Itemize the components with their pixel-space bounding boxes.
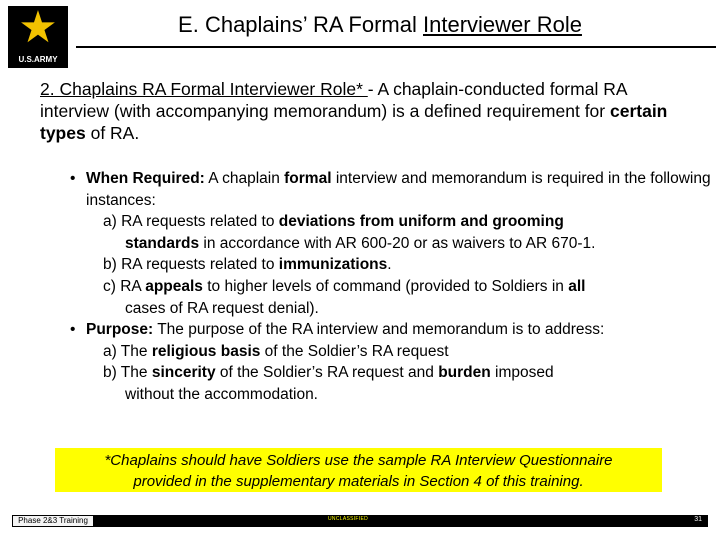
purpose-a-text: a) The [103, 342, 152, 360]
bullet-dot-icon: • [70, 321, 76, 339]
item-a-end: in accordance with AR 600-20 or as waivers to AR 670-1. [199, 234, 596, 252]
slide-title [80, 12, 680, 38]
bullet-when-required [72, 168, 712, 211]
list-item-b [72, 254, 712, 276]
title-underlined: Interviewer Role [423, 12, 582, 37]
purpose-a-end: of the Soldier’s RA request [260, 342, 449, 360]
purpose-text: The purpose of the RA interview and memorandum is to address: [153, 321, 605, 339]
title-text: E. Chaplains’ RA Formal [178, 12, 423, 37]
item-b-text: b) RA requests related to [103, 256, 279, 274]
list-item-a [72, 211, 712, 233]
title-divider [76, 46, 716, 48]
intro-text: - A chaplain-conducted formal RA interview (with accompanying memorandum) is a defined requirement for [40, 79, 627, 121]
note-line-1: *Chaplains should have Soldiers use the sample RA Interview Questionnaire [104, 452, 613, 469]
purpose-b-bold: sincerity [151, 364, 216, 382]
page-number: 31 [694, 516, 702, 523]
list-item-a-cont [72, 233, 712, 255]
intro-lead: 2. Chaplains RA Formal Interviewer Role* [40, 79, 368, 99]
bullet-purpose [72, 319, 712, 341]
item-a-bold: deviations from uniform and grooming [278, 213, 564, 231]
intro-bold: certain types [40, 101, 668, 143]
footer-bar [12, 515, 708, 527]
purpose-item-a [72, 341, 712, 363]
slide-body [72, 168, 712, 406]
purpose-b-mid: of the Soldier’s RA request and [215, 364, 439, 382]
purpose-b-text: b) The [103, 364, 152, 382]
purpose-item-b-cont: without the accommodation. [125, 385, 318, 403]
item-b-bold: immunizations [278, 256, 388, 274]
army-logo-text: U.S.ARMY [18, 55, 58, 64]
note-line-2: provided in the supplementary materials in Section 4 of this training. [133, 473, 584, 490]
item-a-text: a) RA requests related to [103, 213, 279, 231]
list-item-c [72, 276, 712, 298]
list-item-c-cont: cases of RA request denial). [125, 299, 319, 317]
when-label: When Required: [86, 170, 205, 187]
purpose-label: Purpose: [86, 321, 154, 339]
bullet-dot-icon: • [70, 170, 76, 187]
item-c-bold-2: all [568, 277, 586, 295]
item-a-bold-2: standards [125, 234, 200, 252]
item-c-bold: appeals [145, 277, 203, 295]
item-c-text: c) RA [103, 277, 146, 295]
intro-end: of RA. [85, 123, 140, 143]
army-star-icon: ★ [18, 3, 58, 52]
purpose-b-end: imposed [490, 364, 554, 382]
purpose-item-b [72, 362, 712, 384]
highlighted-note [55, 448, 662, 492]
purpose-b-bold-2: burden [438, 364, 491, 382]
purpose-a-bold: religious basis [151, 342, 261, 360]
when-text-2: interview and memorandum is required in the following instances: [86, 170, 711, 209]
army-logo [8, 3, 68, 68]
when-text-1: A chaplain [204, 170, 285, 187]
when-bold: formal [284, 170, 332, 187]
item-b-end: . [387, 256, 392, 274]
classification-label: UNCLASSIFIED [328, 516, 368, 522]
item-c-mid: to higher levels of command (provided to Soldiers in [202, 277, 569, 295]
intro-paragraph [40, 78, 700, 144]
footer-training-label: Phase 2&3 Training [12, 515, 94, 527]
